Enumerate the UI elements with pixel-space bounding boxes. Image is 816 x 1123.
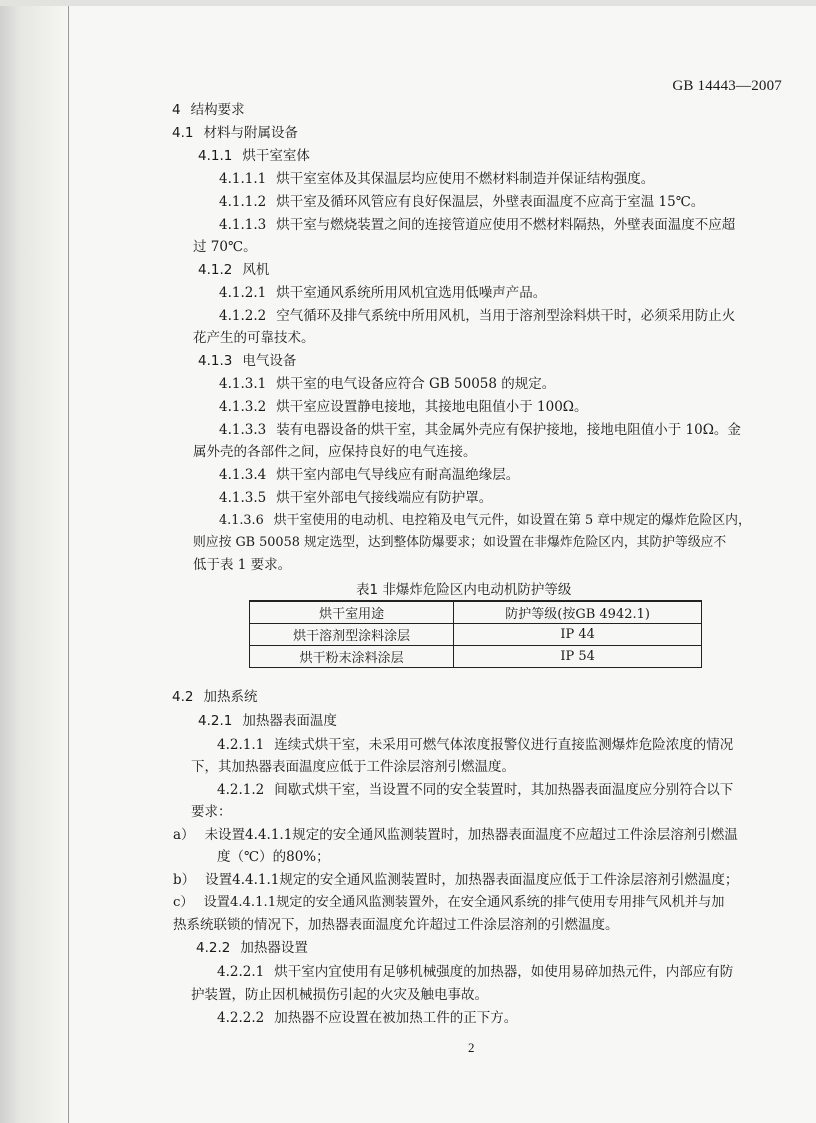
clause-text: 烘干室与燃烧装置之间的连接管道应使用不燃材料隔热，外壁表面温度不应超: [276, 217, 736, 233]
table-cell: 烘干粉末涂料涂层: [250, 646, 454, 668]
list-marker: b）: [173, 872, 196, 888]
clause-number: 4.1.1.2: [219, 194, 267, 210]
clause-text: 装有电器设备的烘干室，其金属外壳应有保护接地，接地电阻值小于 10Ω。金: [276, 422, 741, 438]
section-number: 4.1.1: [198, 148, 233, 164]
clause-paragraph: [219, 466, 519, 484]
page-number: 2: [468, 1040, 475, 1055]
list-text: 未设置4.4.1.1规定的安全通风监测装置时，加热器表面温度不应超过工件涂层溶剂引燃温: [204, 827, 738, 843]
section-title: 电气设备: [242, 353, 297, 369]
clause-paragraph: [217, 1009, 517, 1027]
clause-continuation: 下，其加热器表面温度应低于工件涂层溶剂引燃温度。: [191, 759, 515, 775]
subsection-heading: [198, 712, 337, 730]
section-heading: [172, 124, 298, 142]
section-number: 4.2: [172, 689, 194, 705]
clause-paragraph: [219, 193, 704, 211]
list-item: [173, 826, 738, 844]
clause-text: 烘干室外部电气接线端应有防护罩。: [276, 490, 493, 506]
clause-paragraph: [217, 736, 733, 754]
clause-paragraph: [219, 170, 654, 188]
section-title: 材料与附属设备: [203, 125, 298, 141]
clause-paragraph: [219, 375, 555, 393]
table-cell: IP 54: [454, 646, 702, 668]
clause-text: 烘干室使用的电动机、电控箱及电气元件，如设置在第 5 章中规定的爆炸危险区内，: [273, 513, 751, 528]
clause-number: 4.1.3.1: [219, 376, 267, 392]
clause-text: 烘干室内部电气导线应有耐高温绝缘层。: [276, 467, 520, 483]
clause-continuation: 低于表 1 要求。: [193, 557, 292, 573]
scan-edge-line: [68, 0, 69, 1123]
clause-text: 加热器不应设置在被加热工件的正下方。: [274, 1010, 518, 1026]
section-title: 加热系统: [203, 689, 258, 705]
clause-text: 烘干室应设置静电接地，其接地电阻值小于 100Ω。: [276, 399, 588, 415]
section-number: 4.1: [172, 125, 194, 141]
clause-paragraph: [217, 963, 733, 981]
section-number: 4.2.1: [198, 713, 233, 729]
clause-paragraph: [219, 216, 735, 234]
clause-number: 4.2.2.2: [217, 1010, 265, 1026]
standard-code: GB 14443—2007: [672, 78, 782, 94]
clause-number: 4.1.3.6: [219, 513, 264, 528]
clause-continuation: 则应按 GB 50058 规定选型，达到整体防爆要求；如设置在非爆炸危险区内，其防护等级应不: [193, 535, 727, 550]
list-marker: c）: [173, 895, 194, 910]
clause-paragraph: [219, 489, 492, 507]
clause-continuation: 属外壳的各部件之间，应保持良好的电气连接。: [193, 444, 477, 460]
table-title: 表1 非爆炸危险区内电动机防护等级: [356, 582, 572, 598]
clause-number: 4.2.1.1: [217, 737, 265, 753]
list-item: [173, 871, 738, 889]
clause-number: 4.1.3.4: [219, 467, 267, 483]
clause-number: 4.2.1.2: [217, 782, 265, 798]
clause-paragraph: [219, 284, 546, 302]
list-item: [173, 894, 724, 912]
clause-number: 4.1.2.1: [219, 285, 267, 301]
clause-text: 烘干室及循环风管应有良好保温层，外壁表面温度不应高于室温 15℃。: [276, 194, 705, 210]
clause-number: 4.1.1.3: [219, 217, 267, 233]
clause-text: 烘干室室体及其保温层均应使用不燃材料制造并保证结构强度。: [276, 171, 655, 187]
clause-number: 4.1.3.5: [219, 490, 267, 506]
clause-number: 4.1.3.3: [219, 422, 267, 438]
section-number: 4.2.2: [196, 940, 231, 956]
list-marker: a）: [173, 827, 195, 843]
section-heading: [172, 688, 257, 706]
list-continuation: 度（℃）的80%；: [217, 849, 330, 865]
clause-paragraph: [219, 398, 588, 416]
list-text: 设置4.4.1.1规定的安全通风监测装置时，加热器表面温度应低于工件涂层溶剂引燃温度；: [205, 872, 739, 888]
scan-top-edge: [0, 0, 816, 6]
clause-continuation: 过 70℃。: [193, 239, 257, 255]
section-title: 加热器设置: [240, 940, 308, 956]
section-title: 烘干室室体: [242, 148, 310, 164]
clause-paragraph: [219, 307, 735, 325]
table-cell: IP 44: [454, 624, 702, 646]
clause-continuation: 要求：: [191, 804, 232, 820]
protection-grade-table: [249, 600, 702, 668]
clause-text: 连续式烘干室，未采用可燃气体浓度报警仪进行直接监测爆炸危险浓度的情况: [274, 737, 734, 753]
table-header-cell: 烘干室用途: [250, 601, 454, 624]
section-title: 结构要求: [190, 102, 245, 118]
list-text: 设置4.4.1.1规定的安全通风监测装置外，在安全通风系统的排气使用专用排气风机并与加: [203, 895, 725, 910]
section-title: 加热器表面温度: [242, 713, 337, 729]
clause-text: 烘干室通风系统所用风机宜选用低噪声产品。: [276, 285, 547, 301]
list-continuation: 热系统联锁的情况下，加热器表面温度允许超过工件涂层溶剂的引燃温度。: [173, 917, 619, 933]
clause-continuation: 护装置，防止因机械损伤引起的火灾及触电事故。: [191, 987, 488, 1003]
section-title: 风机: [242, 262, 270, 278]
clause-text: 空气循环及排气系统中所用风机，当用于溶剂型涂料烘干时，必须采用防止火: [276, 308, 736, 324]
clause-paragraph: [217, 781, 733, 799]
clause-continuation: 花产生的可靠技术。: [193, 330, 315, 346]
table-header-row: [250, 601, 702, 624]
clause-text: 烘干室的电气设备应符合 GB 50058 的规定。: [276, 376, 556, 392]
subsection-heading: [198, 147, 310, 165]
clause-text: 烘干室内宜使用有足够机械强度的加热器，如使用易碎加热元件，内部应有防: [274, 964, 734, 980]
section-number: 4.1.3: [198, 353, 233, 369]
table-header-cell: 防护等级(按GB 4942.1): [454, 601, 702, 624]
section-heading: [172, 101, 245, 119]
clause-number: 4.1.1.1: [219, 171, 267, 187]
subsection-heading: [198, 261, 269, 279]
table-row: [250, 646, 702, 668]
subsection-heading: [196, 939, 308, 957]
subsection-heading: [198, 352, 296, 370]
clause-number: 4.1.3.2: [219, 399, 267, 415]
clause-text: 间歇式烘干室，当设置不同的安全装置时，其加热器表面温度应分别符合以下: [274, 782, 734, 798]
scan-edge-shadow: [0, 0, 72, 1123]
section-number: 4: [172, 102, 181, 118]
table-cell: 烘干溶剂型涂料涂层: [250, 624, 454, 646]
clause-number: 4.2.2.1: [217, 964, 265, 980]
table-row: [250, 624, 702, 646]
section-number: 4.1.2: [198, 262, 233, 278]
clause-paragraph: [219, 421, 741, 439]
clause-paragraph: [219, 512, 751, 530]
clause-number: 4.1.2.2: [219, 308, 267, 324]
